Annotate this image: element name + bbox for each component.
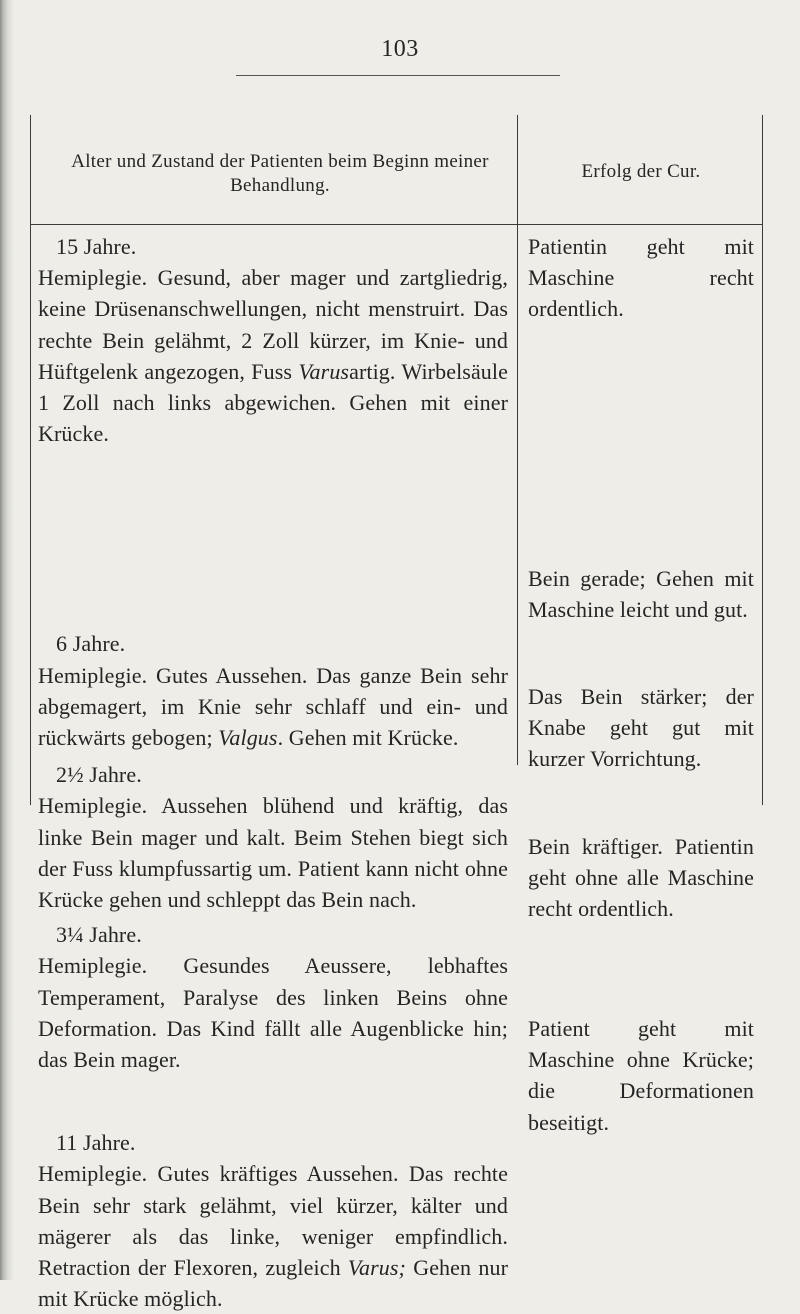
row-condition xyxy=(38,1158,508,1314)
row-result: Patientin geht mit Maschine recht ordentlich. xyxy=(528,234,754,322)
row-age: 2½ Jahre. xyxy=(56,762,142,788)
condition-text: Hemiplegie. Gesund, aber mager und zartgliedrig, keine Drüsenanschwellungen, nicht menstruirt. Das rechte Bein gelähmt, 2 Zoll kürzer, im Knie- und Hüftgelenk angezogen, Fuss xyxy=(38,265,508,384)
column-header-result: Erfolg der Cur. xyxy=(581,161,701,182)
row-age: 15 Jahre. xyxy=(56,234,137,259)
emphasis-text: Valgus xyxy=(218,725,278,751)
condition-text: artig. Wirbelsäule 1 Zoll nach links abgewichen. Gehen mit einer Krücke. xyxy=(38,358,508,447)
table-right-border xyxy=(762,115,763,805)
condition-text: Gehen nur mit Krücke möglich. xyxy=(38,1255,508,1312)
table-left-border xyxy=(30,115,31,805)
row-result: Das Bein stärker; der Knabe geht gut mit kurzer Vorrichtung. xyxy=(528,684,754,772)
column-divider xyxy=(517,115,518,765)
row-age: 6 Jahre. xyxy=(56,631,126,657)
condition-column xyxy=(38,231,508,1314)
row-result: Patient geht mit Maschine ohne Krücke; die Deformationen beseitigt. xyxy=(528,1016,754,1135)
row-condition: Hemiplegie. Gesundes Aeussere, lebhaftes Temperament, Paralyse des linken Beins ohne Deformation. Das Kind fällt alle Augenblicke hin; das Bein mager. xyxy=(38,953,508,1073)
page-number: 103 xyxy=(381,36,419,62)
row-condition xyxy=(38,262,508,449)
row-condition: Hemiplegie. Aussehen blühend und kräftig, das linke Bein mager und kalt. Beim Stehen biegt sich der Fuss klumpfussartig um. Patient kann nicht ohne Krücke gehen und schleppt das Bein nach. xyxy=(38,793,508,913)
condition-text: . Gehen mit Krücke. xyxy=(277,725,459,751)
row-result: Bein gerade; Gehen mit Maschine leicht und gut. xyxy=(528,566,754,623)
row-age: 11 Jahre. xyxy=(56,1130,136,1156)
row-condition xyxy=(38,660,508,754)
emphasis-text: Varus xyxy=(298,358,350,384)
row-age: 3¼ Jahre. xyxy=(56,922,142,948)
header-rule xyxy=(236,75,560,76)
condition-text: Hemiplegie. Gutes kräftiges Aussehen. Das rechte Bein sehr stark gelähmt, viel kürzer, kälter und mägerer als das linke, weniger empfindlich. Retraction der Flexoren, zugleich xyxy=(38,1161,508,1281)
column-header-condition: Alter und Zustand der Patienten beim Beginn meiner Behandlung. xyxy=(71,151,489,196)
header-divider xyxy=(30,224,762,225)
condition-text: Hemiplegie. Gutes Aussehen. Das ganze Bein sehr abgemagert, im Knie sehr schlaff und ein- und rückwärts gebogen; xyxy=(38,662,508,751)
scan-edge xyxy=(0,0,14,1280)
emphasis-text: Varus; xyxy=(347,1255,406,1281)
row-result: Bein kräftiger. Patientin geht ohne alle Maschine recht ordentlich. xyxy=(528,834,754,922)
